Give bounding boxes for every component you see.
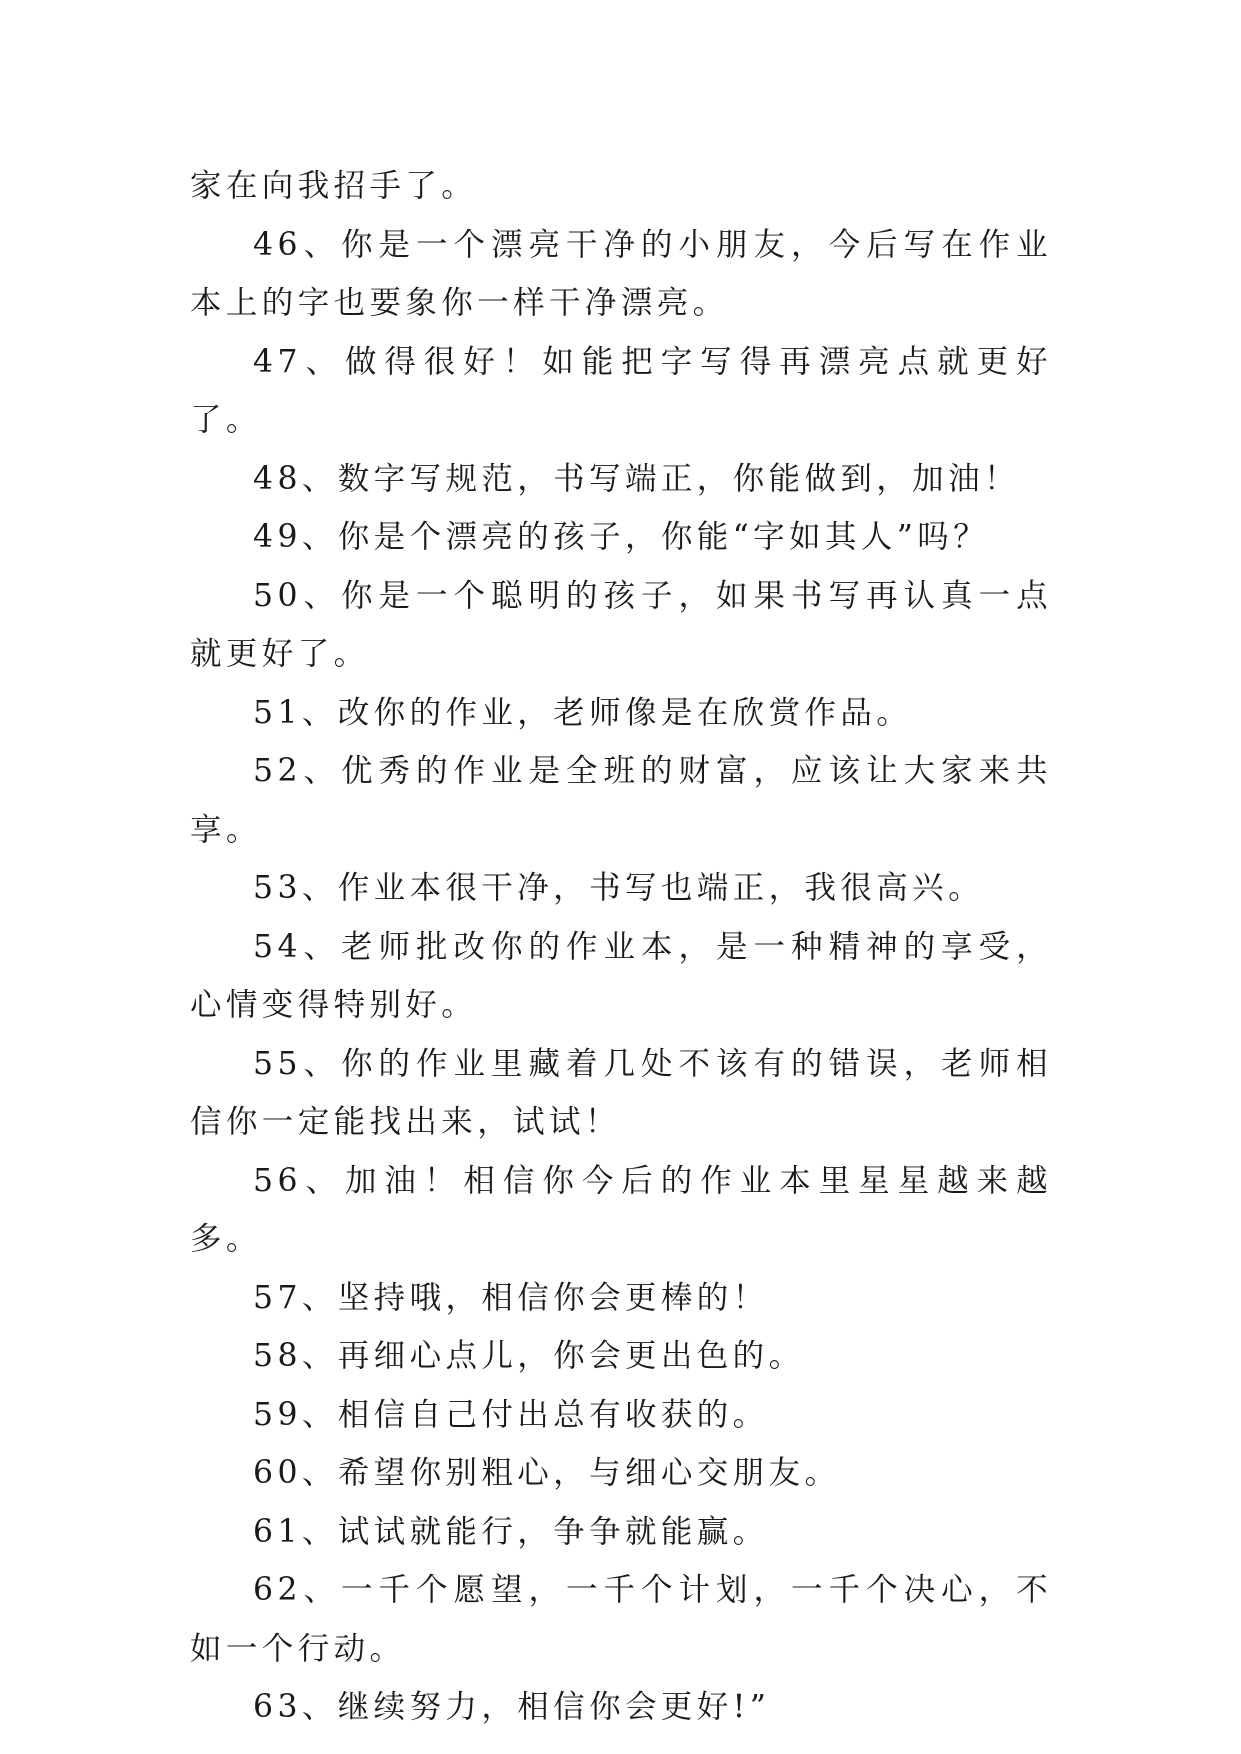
comment-55: 55、你的作业里藏着几处不该有的错误，老师相信你一定能找出来，试试！: [190, 1045, 1052, 1140]
comment-61: 61、试试就能行，争争就能赢。: [253, 1513, 769, 1550]
comment-46: 46、你是一个漂亮干净的小朋友，今后写在作业本上的字也要象你一样干净漂亮。: [190, 226, 1052, 321]
comment-54: 54、老师批改你的作业本，是一种精神的享受，心情变得特别好。: [190, 928, 1052, 1023]
comment-63: 63、继续努力，相信你会更好!”: [253, 1689, 771, 1725]
comment-50: 50、你是一个聪明的孩子，如果书写再认真一点就更好了。: [190, 577, 1052, 672]
document-body: [190, 157, 1052, 1737]
comment-58: 58、再细心点儿，你会更出色的。: [253, 1338, 805, 1374]
comment-51: 51、改你的作业，老师像是在欣赏作品。: [253, 694, 913, 731]
comment-49: 49、你是个漂亮的孩子，你能“字如其人”吗？: [253, 519, 990, 555]
paragraph-continuation: 家在向我招手了。: [190, 168, 478, 204]
comment-60: 60、希望你别粗心，与细心交朋友。: [253, 1455, 841, 1491]
comment-52: 52、优秀的作业是全班的财富，应该让大家来共享。: [190, 753, 1052, 848]
comment-62: 62、一千个愿望，一千个计划，一千个决心，不如一个行动。: [190, 1572, 1052, 1667]
comment-53: 53、作业本很干净，书写也端正，我很高兴。: [253, 870, 984, 906]
comment-56: 56、加油！相信你今后的作业本里星星越来越多。: [190, 1162, 1052, 1257]
comment-47: 47、做得很好！如能把字写得再漂亮点就更好了。: [190, 343, 1052, 438]
comment-57: 57、坚持哦，相信你会更棒的！: [253, 1279, 769, 1316]
comment-59: 59、相信自己付出总有收获的。: [253, 1396, 769, 1433]
comment-48: 48、数字写规范，书写端正，你能做到，加油！: [253, 460, 1020, 497]
